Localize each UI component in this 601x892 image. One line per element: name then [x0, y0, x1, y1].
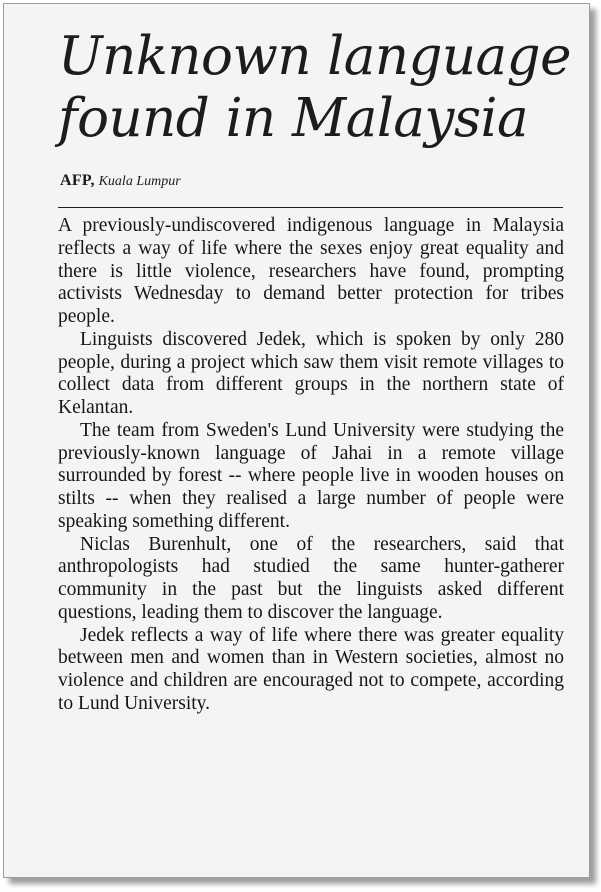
- article-paragraph: Jedek reflects a way of life where there was greater equality between men and women than in Western societies, almost no violence and children are encouraged not to compete, according to Lund University.: [58, 624, 564, 714]
- article-paragraph: Linguists discovered Jedek, which is spoken by only 280 people, during a project which saw them visit remote villages to collect data from different groups in the northern state of Kelantan.: [58, 328, 564, 418]
- byline-place: Kuala Lumpur: [98, 174, 181, 189]
- article-paragraph: A previously-undiscovered indigenous language in Malaysia reflects a way of life where the sexes enjoy great equality and there is little violence, researchers have found, prompting activists Wednesday to demand better protection for tribes people.: [58, 215, 564, 327]
- article-headline: Unknown language found in Malaysia: [58, 26, 571, 149]
- news-clipping: [3, 3, 590, 878]
- article-paragraph: Niclas Burenhult, one of the researchers, said that anthropologists had studied the same hunter-gatherer community in the past but the linguists asked different questions, leading them to discover the language.: [58, 533, 564, 623]
- byline-agency: AFP,: [60, 172, 95, 189]
- article-byline: [60, 172, 181, 190]
- byline-divider: [58, 207, 563, 208]
- article-paragraph: The team from Sweden's Lund University were studying the previously-known language of Jahai in a remote village surrounded by forest -- where people live in wooden houses on stilts -- when they realised a large number of people were speaking something different.: [58, 419, 564, 532]
- article-body: [58, 215, 564, 716]
